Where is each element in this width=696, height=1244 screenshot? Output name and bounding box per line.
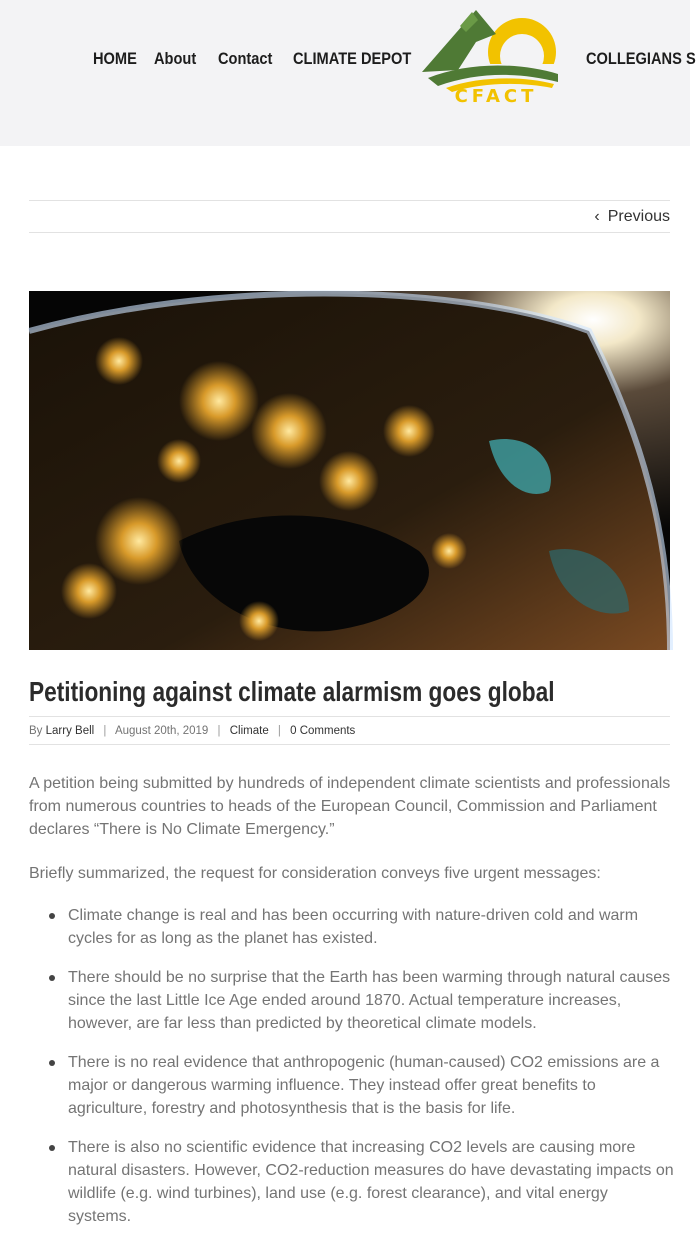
nav-about[interactable]: About xyxy=(154,49,197,68)
previous-post-link[interactable] xyxy=(594,205,670,229)
list-item-text: Climate change is real and has been occurring with nature-driven cold and warm cycles for as long as the planet has existed. xyxy=(68,907,639,947)
bullet-icon xyxy=(49,975,55,981)
author-link[interactable]: Larry Bell xyxy=(45,725,95,737)
nav-item-cut-off[interactable]: S xyxy=(686,49,696,68)
list-item xyxy=(29,1136,674,1228)
list-item xyxy=(29,904,674,950)
meta-divider-bottom xyxy=(29,744,670,745)
meta-separator: | xyxy=(277,725,281,737)
messages-list xyxy=(29,904,674,1244)
list-item xyxy=(29,1051,674,1120)
logo-text: CFACT xyxy=(454,86,538,107)
comments-link[interactable]: 0 Comments xyxy=(290,725,356,737)
by-prefix: By xyxy=(29,725,43,737)
list-item-text: There should be no surprise that the Earth has been warming through natural causes since the last Little Ice Age ended around 1870. Actual temperature increases, however, are far less than predicted by theoretical climate models. xyxy=(68,969,671,1032)
hero-image[interactable] xyxy=(29,291,670,650)
post-date: August 20th, 2019 xyxy=(114,725,209,737)
article-paragraph: Briefly summarized, the request for consideration conveys five urgent messages: xyxy=(29,865,601,882)
article-meta xyxy=(29,722,355,740)
meta-separator: | xyxy=(217,725,221,737)
list-item-text: There is no real evidence that anthropogenic (human-caused) CO2 emissions are a major or dangerous warming influence. They instead offer great benefits to agriculture, forestry and photosynthesis that is the basis for life. xyxy=(68,1054,660,1117)
list-item-text: There is also no scientific evidence that increasing CO2 levels are causing more natural disasters. However, CO2-reduction measures do have devastating impacts on wildlife (e.g. wind turbines), land use (e.g. forest clearance), and vital energy systems. xyxy=(68,1139,674,1225)
nav-contact[interactable]: Contact xyxy=(218,49,273,68)
nav-collegians[interactable]: COLLEGIANS xyxy=(586,49,682,68)
article-paragraph: A petition being submitted by hundreds of independent climate scientists and professionals from numerous countries to heads of the European Council, Commission and Parliament declares “There is No Climate Emergency.” xyxy=(29,775,671,838)
article-title: Petitioning against climate alarmism goes global xyxy=(29,676,555,707)
chevron-left-icon: ‹ xyxy=(594,208,600,225)
category-link[interactable]: Climate xyxy=(229,725,269,737)
divider-bottom xyxy=(29,232,670,233)
nav-climate-depot[interactable]: CLIMATE DEPOT xyxy=(293,49,412,68)
previous-label: Previous xyxy=(607,208,670,225)
bullet-icon xyxy=(49,1145,55,1151)
bullet-icon xyxy=(49,913,55,919)
meta-divider-top xyxy=(29,716,670,717)
site-header xyxy=(0,0,696,146)
meta-separator: | xyxy=(103,725,107,737)
nav-home[interactable]: HOME xyxy=(93,49,137,68)
bullet-icon xyxy=(49,1060,55,1066)
list-item xyxy=(29,966,674,1035)
divider-top xyxy=(29,200,670,201)
